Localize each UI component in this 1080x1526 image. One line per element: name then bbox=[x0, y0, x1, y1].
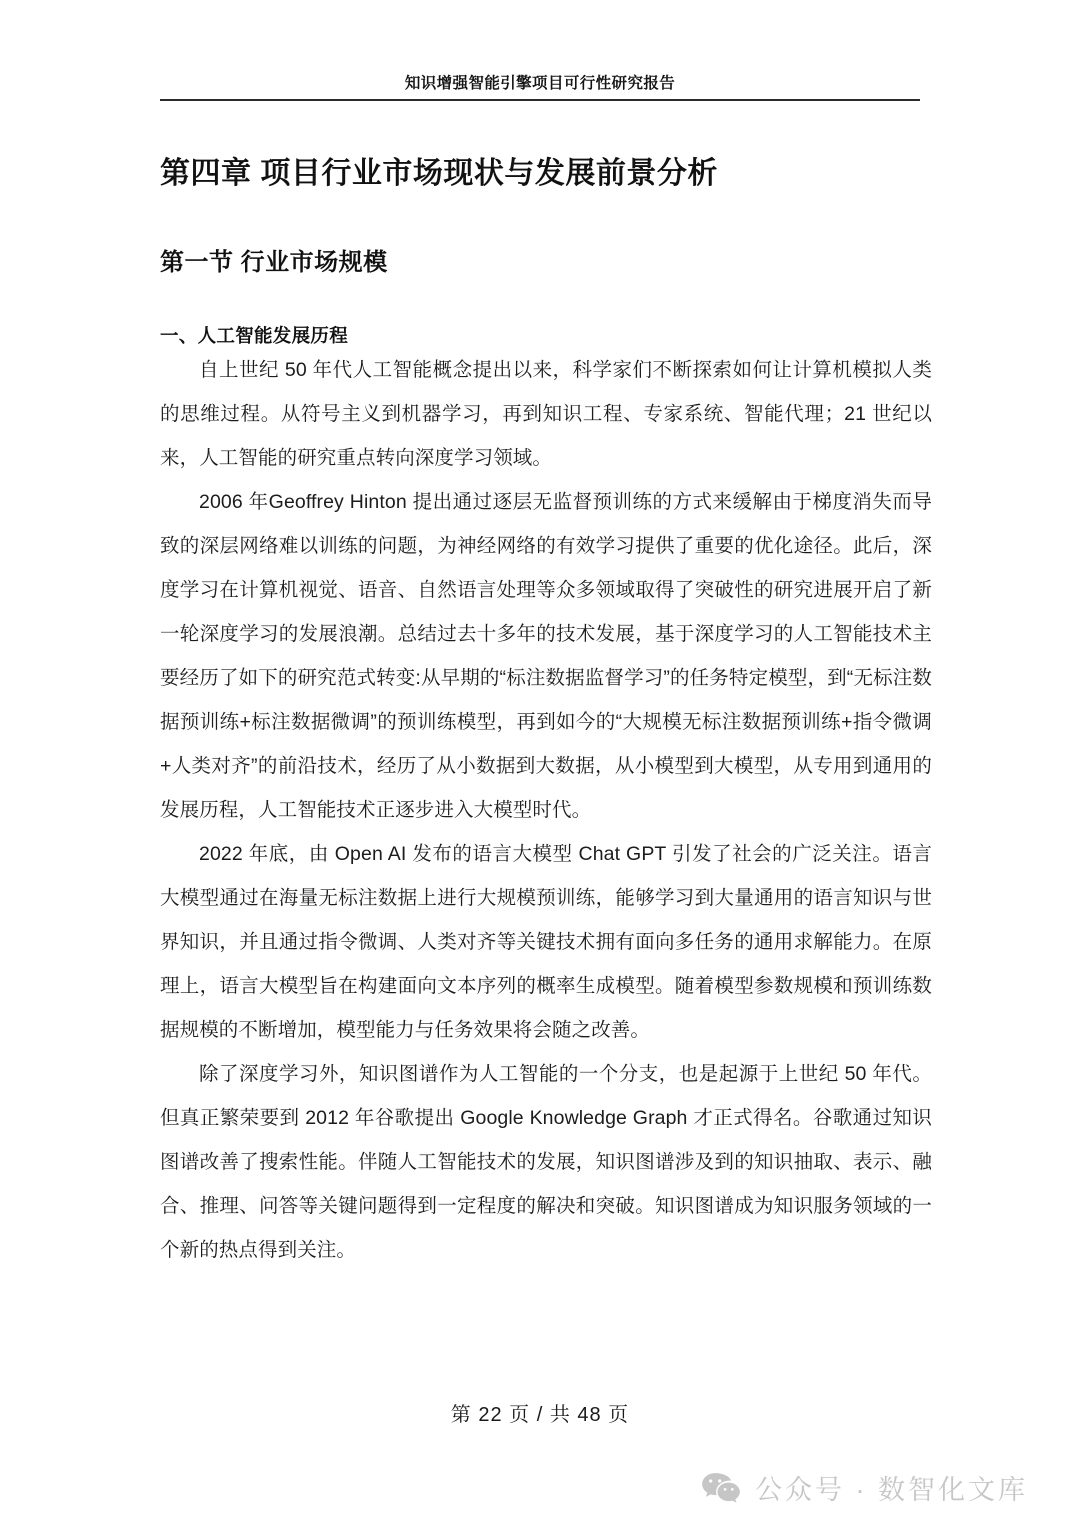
page-number-footer: 第 22 页 / 共 48 页 bbox=[450, 1404, 630, 1426]
running-header bbox=[160, 72, 920, 101]
running-header-title: 知识增强智能引擎项目可行性研究报告 bbox=[404, 75, 676, 92]
subsection-title: 一、人工智能发展历程 bbox=[160, 324, 349, 346]
paragraph: 2006 年Geoffrey Hinton 提出通过逐层无监督预训练的方式来缓解由于梯度消失而导致的深层网络难以训练的问题，为神经网络的有效学习提供了重要的优化途径。此后，深度学习在计算机视觉、语音、自然语言处理等众多领域取得了突破性的研究进展开启了新一轮深度学习的发展浪潮。总结过去十多年的技术发展，基于深度学习的人工智能技术主要经历了如下的研究范式转变:从早期的“标注数据监督学习”的任务特定模型，到“无标注数据预训练+标注数据微调”的预训练模型，再到如今的“大规模无标注数据预训练+指令微调+人类对齐”的前沿技术，经历了从小数据到大数据，从小模型到大模型，从专用到通用的发展历程，人工智能技术正逐步进入大模型时代。 bbox=[160, 491, 932, 821]
paragraph: 除了深度学习外，知识图谱作为人工智能的一个分支，也是起源于上世纪 50 年代。但真正繁荣要到 2012 年谷歌提出 Google Knowledge Graph 才正式得名。谷歌通过知识图谱改善了搜索性能。伴随人工智能技术的发展，知识图谱涉及到的知识抽取、表示、融合、推理、问答等关键问题得到一定程度的解决和突破。知识图谱成为知识服务领域的一个新的热点得到关注。 bbox=[160, 1063, 932, 1261]
watermark-text: 公众号 · 数智化文库 bbox=[755, 1475, 1028, 1505]
paragraph: 自上世纪 50 年代人工智能概念提出以来，科学家们不断探索如何让计算机模拟人类的思维过程。从符号主义到机器学习，再到知识工程、专家系统、智能代理；21 世纪以来，人工智能的研究重点转向深度学习领域。 bbox=[160, 359, 932, 469]
chapter-title: 第四章 项目行业市场现状与发展前景分析 bbox=[160, 157, 718, 191]
paragraph: 2022 年底，由 Open AI 发布的语言大模型 Chat GPT 引发了社会的广泛关注。语言大模型通过在海量无标注数据上进行大规模预训练，能够学习到大量通用的语言知识与世界知识，并且通过指令微调、人类对齐等关键技术拥有面向多任务的通用求解能力。在原理上，语言大模型旨在构建面向文本序列的概率生成模型。随着模型参数规模和预训练数据规模的不断增加，模型能力与任务效果将会随之改善。 bbox=[160, 843, 932, 1041]
section-title: 第一节 行业市场规模 bbox=[160, 248, 388, 276]
body-text bbox=[160, 348, 932, 1272]
wechat-icon bbox=[701, 1471, 741, 1505]
watermark bbox=[701, 1468, 1028, 1507]
header-divider bbox=[160, 99, 920, 101]
